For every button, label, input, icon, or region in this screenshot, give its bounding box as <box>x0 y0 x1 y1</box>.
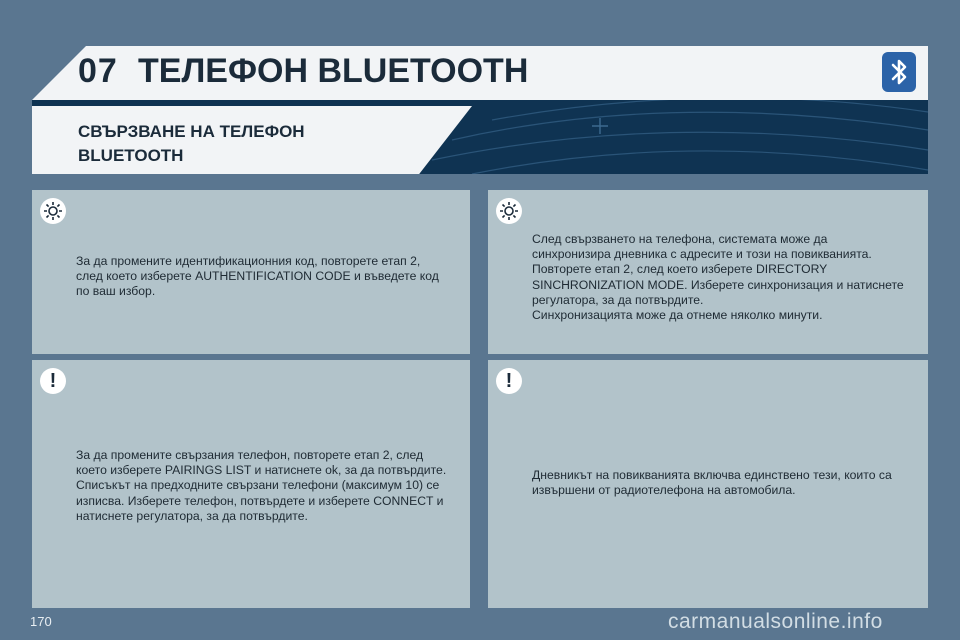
exclamation-icon: ! <box>40 368 66 394</box>
warning-left-line: За да промените свързания телефон, повторете етап 2, след <box>76 448 424 462</box>
watermark: carmanualsonline.info <box>668 610 883 633</box>
tip-right-line: Повторете етап 2, след което изберете DIRECTORY <box>532 262 828 277</box>
page-number: 170 <box>30 614 52 629</box>
warning-panel-left <box>32 360 470 608</box>
tip-right-line: Синхронизацията може да отнеме няколко минути. <box>532 308 823 323</box>
warning-right-line: извършени от радиотелефона на автомобила. <box>532 483 796 498</box>
warning-left-line: натиснете регулатора, за да потвърдите. <box>76 508 308 523</box>
chapter-title: ТЕЛЕФОН BLUETOOTH <box>138 52 529 90</box>
warning-panel-right <box>488 360 928 608</box>
warning-left-line: изписва. Изберете телефон, потвърдете и изберете CONNECT и <box>76 493 444 508</box>
chapter-number: 07 <box>78 52 118 90</box>
tip-left-line: по ваш избор. <box>76 284 156 299</box>
lightbulb-icon <box>40 198 66 224</box>
tip-left-text <box>76 254 466 300</box>
section-title-line1: СВЪРЗВАНЕ НА ТЕЛЕФОН <box>78 122 305 141</box>
section-title <box>78 120 398 168</box>
exclamation-icon: ! <box>496 368 522 394</box>
section-title-line2: BLUETOOTH <box>78 146 184 165</box>
warning-left-line: Списъкът на предходните свързани телефони (максимум 10) се <box>76 478 440 493</box>
tip-right-line: SINCHRONIZATION MODE. Изберете синхронизация и натиснете <box>532 277 904 292</box>
lightbulb-icon <box>496 198 522 224</box>
bluetooth-icon <box>882 52 916 92</box>
tip-right-line: синхронизира дневника с адресите и този на повикванията. <box>532 247 872 262</box>
tip-panel-left <box>32 190 470 354</box>
tip-panel-right <box>488 190 928 354</box>
tip-right-text <box>532 232 924 323</box>
warning-left-line: което изберете PAIRINGS LIST и натиснете ok, за да потвърдите. <box>76 463 447 478</box>
warning-right-line: Дневникът на повикванията включва единствено тези, които са <box>532 468 892 482</box>
tip-left-line: За да промените идентификационния код, повторете етап 2, <box>76 254 421 268</box>
tip-left-line: след което изберете AUTHENTIFICATION CODE и въведете код <box>76 269 439 284</box>
warning-left-text <box>76 448 468 524</box>
tip-right-line: регулатора, за да потвърдите. <box>532 292 704 307</box>
tip-right-line: След свързването на телефона, системата може да <box>532 232 828 246</box>
warning-right-text <box>532 468 924 498</box>
